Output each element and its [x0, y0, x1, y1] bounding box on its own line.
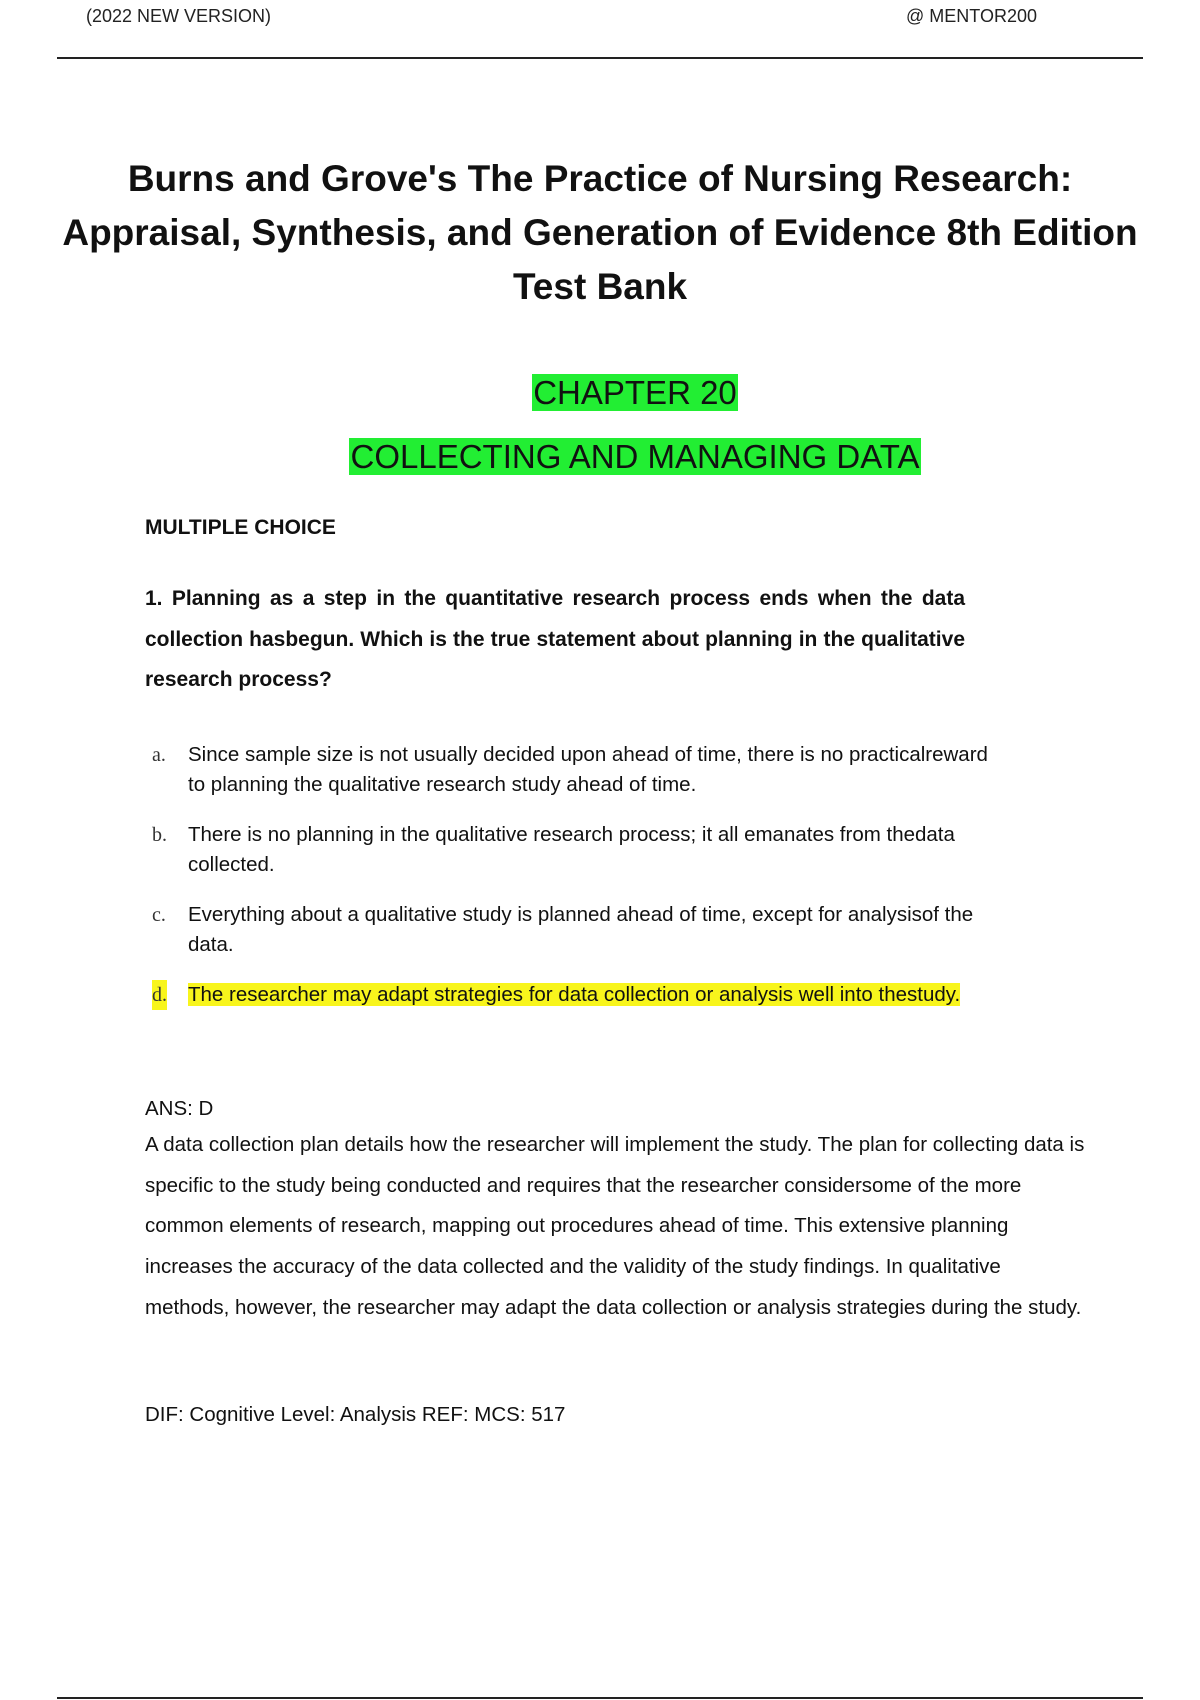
option-text: There is no planning in the qualitative research process; it all emanates from thedata collected. [188, 823, 955, 876]
option-letter: a. [152, 744, 166, 766]
option-letter: b. [152, 824, 167, 846]
answer-rationale: A data collection plan details how the researcher will implement the study. The plan for collecting data is specific to the study being conducted and requires that the researcher considersome of the more common elements of research, mapping out procedures ahead of time. This extensive planning increases the accuracy of the data collected and the validity of the study findings. In qualitative methods, however, the researcher may adapt the data collection or analysis strategies during the study. [145, 1133, 1085, 1319]
header-version-label: (2022 NEW VERSION) [86, 6, 272, 26]
chapter-number-heading [0, 370, 1200, 416]
option-letter: c. [152, 904, 166, 926]
document-title [60, 152, 1140, 314]
title-line-2: Appraisal, Synthesis, and Generation of Evidence 8th Edition [62, 212, 1138, 253]
title-line-1: Burns and Grove's The Practice of Nursing Research: [127, 158, 1073, 199]
answer-options-list [150, 740, 1020, 1030]
option-text: Everything about a qualitative study is planned ahead of time, except for analysisof the data. [188, 903, 974, 956]
option-a [150, 740, 988, 800]
option-text: The researcher may adapt strategies for data collection or analysis well into thestudy. [188, 983, 961, 1006]
chapter-name: COLLECTING AND MANAGING DATA [350, 438, 920, 475]
header-divider [57, 57, 1143, 59]
header-author-label: @ MENTOR200 [906, 6, 1037, 26]
answer-key: ANS: D [145, 1097, 214, 1120]
chapter-name-heading [0, 434, 1200, 480]
question-metadata: DIF: Cognitive Level: Analysis REF: MCS: 517 [145, 1403, 566, 1426]
option-b [150, 820, 988, 880]
question-text: 1. Planning as a step in the quantitative research process ends when the data collection hasbegun. Which is the true statement about planning in the qualitative research process? [145, 587, 965, 691]
option-d-correct [150, 980, 988, 1010]
section-label: MULTIPLE CHOICE [145, 516, 336, 539]
title-line-3: Test Bank [512, 266, 688, 307]
footer-divider [57, 1697, 1143, 1699]
option-letter: d. [152, 980, 167, 1010]
option-text: Since sample size is not usually decided upon ahead of time, there is no practicalreward to planning the qualitative research study ahead of time. [188, 743, 988, 796]
chapter-number: CHAPTER 20 [533, 374, 737, 411]
option-c [150, 900, 988, 960]
